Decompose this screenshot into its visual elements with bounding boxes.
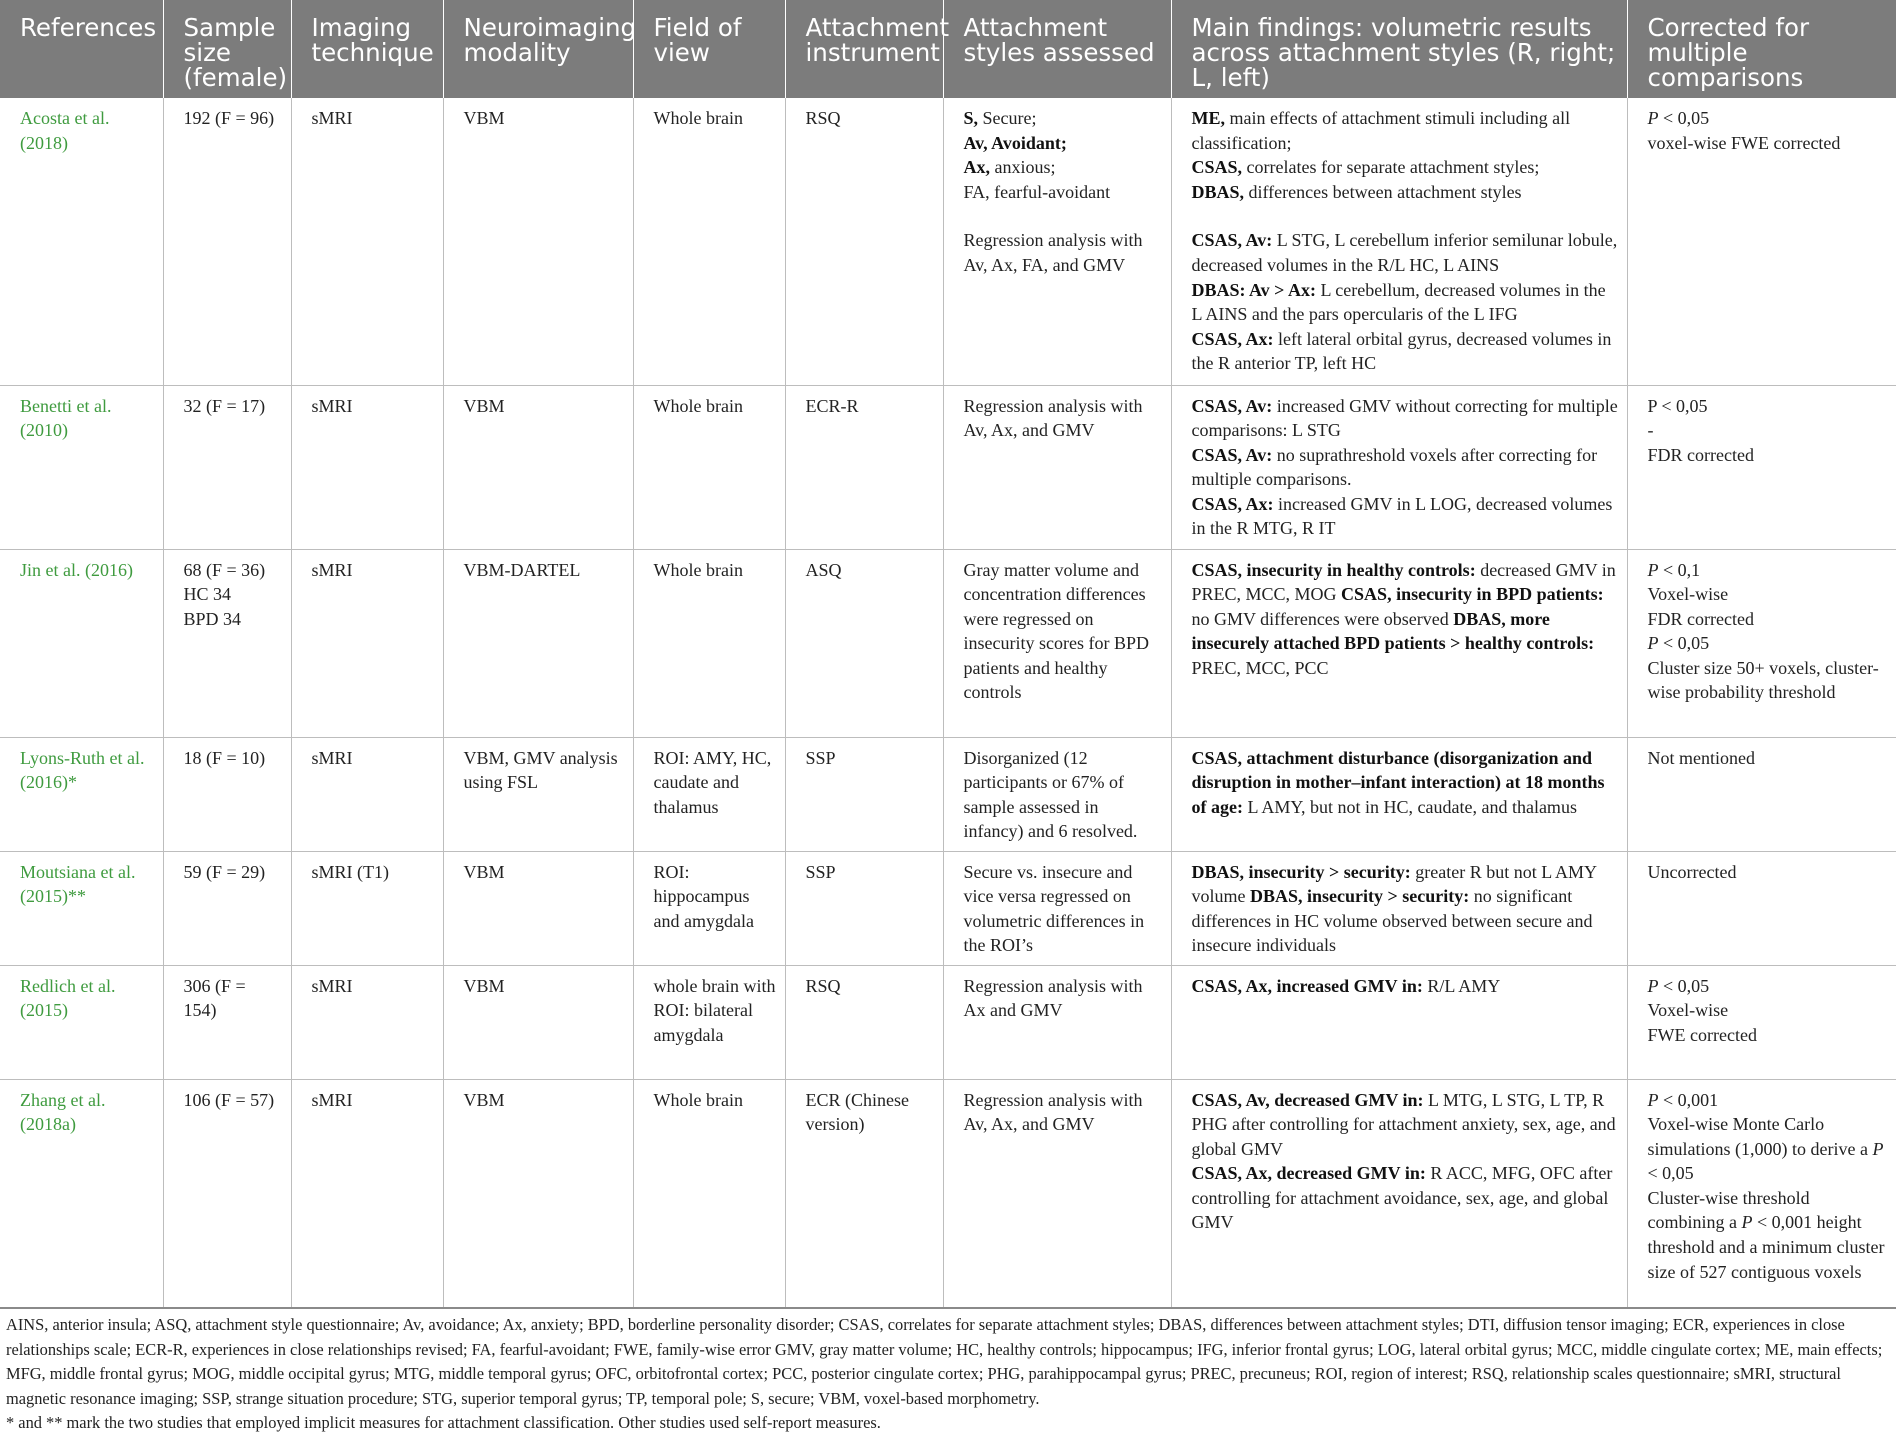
instrument: ASQ <box>785 549 943 737</box>
modality: VBM-DARTEL <box>443 549 633 737</box>
field-of-view: Whole brain <box>633 1079 785 1308</box>
reference-link[interactable]: Benetti et al. (2010) <box>0 385 163 549</box>
correction: P < 0,05 Voxel-wise FWE corrected <box>1627 965 1896 1079</box>
correction: P < 0,05 - FDR corrected <box>1627 385 1896 549</box>
instrument: SSP <box>785 737 943 851</box>
sample-size: 18 (F = 10) <box>163 737 291 851</box>
styles-assessed: S, Secure; Av, Avoidant; Ax, anxious; FA, fearful-avoidant Regression analysis with Av, Ax, FA, and GMV <box>943 98 1171 385</box>
styles-assessed: Regression analysis with Ax and GMV <box>943 965 1171 1079</box>
sample-size: 59 (F = 29) <box>163 851 291 965</box>
modality: VBM, GMV analysis using FSL <box>443 737 633 851</box>
header-neuroimaging-modality: Neuroimaging modality <box>443 0 633 98</box>
correction: P < 0,1 Voxel-wise FDR corrected P < 0,05 Cluster size 50+ voxels, cluster-wise probability threshold <box>1627 549 1896 737</box>
imaging-technique: sMRI <box>291 965 443 1079</box>
field-of-view: Whole brain <box>633 385 785 549</box>
main-findings: CSAS, Av, decreased GMV in: L MTG, L STG, L TP, R PHG after controlling for attachment anxiety, sex, age, and global GMV CSAS, Ax, decreased GMV in: R ACC, MFG, OFC after controlling for attachment avoidance, sex, age, and global GMV <box>1171 1079 1627 1308</box>
table-row <box>0 965 1896 1079</box>
instrument: RSQ <box>785 98 943 385</box>
reference-link[interactable]: Moutsiana et al. (2015)** <box>0 851 163 965</box>
header-attachment-instrument: Attachment instrument <box>785 0 943 98</box>
sample-size: 106 (F = 57) <box>163 1079 291 1308</box>
header-imaging-technique: Imaging technique <box>291 0 443 98</box>
instrument: ECR-R <box>785 385 943 549</box>
styles-assessed: Regression analysis with Av, Ax, and GMV <box>943 385 1171 549</box>
styles-assessed: Secure vs. insecure and vice versa regressed on volumetric differences in the ROI’s <box>943 851 1171 965</box>
implicit-measures-note: * and ** mark the two studies that employed implicit measures for attachment classification. Other studies used self-report measures. <box>6 1413 881 1433</box>
correction: P < 0,05 voxel-wise FWE corrected <box>1627 98 1896 385</box>
imaging-technique: sMRI <box>291 737 443 851</box>
instrument: ECR (Chinese version) <box>785 1079 943 1308</box>
instrument: RSQ <box>785 965 943 1079</box>
imaging-technique: sMRI <box>291 1079 443 1308</box>
modality: VBM <box>443 851 633 965</box>
reference-link[interactable]: Redlich et al. (2015) <box>0 965 163 1079</box>
reference-link[interactable]: Lyons-Ruth et al. (2016)* <box>0 737 163 851</box>
modality: VBM <box>443 385 633 549</box>
field-of-view: Whole brain <box>633 549 785 737</box>
instrument: SSP <box>785 851 943 965</box>
table-row <box>0 385 1896 549</box>
header-sample-size: Sample size (female) <box>163 0 291 98</box>
abbreviations-note: AINS, anterior insula; ASQ, attachment style questionnaire; Av, avoidance; Ax, anxiety; BPD, borderline personality disorder; CSAS, correlates for separate attachment styles; DBAS, differences between attachment styles; DTI, diffusion tensor imaging; ECR, experiences in close relationships scale; ECR-R, experiences in close relationships revised; FA, fearful-avoidant; FWE, family-wise error GMV, gray matter volume; HC, healthy controls; hippocampus; IFG, inferior frontal gyrus; LOG, lateral orbital gyrus; MCC, middle cingulate cortex; ME, main effects; MFG, middle frontal gyrus; MOG, middle occipital gyrus; MTG, middle temporal gyrus; OFC, orbitofrontal cortex; PCC, posterior cingulate cortex; PHG, parahippocampal gyrus; PREC, precuneus; ROI, region of interest; RSQ, relationship scales questionnaire; sMRI, structural magnetic resonance imaging; SSP, strange situation procedure; STG, superior temporal gyrus; TP, temporal pole; S, secure; VBM, voxel-based morphometry. <box>6 1315 1883 1408</box>
correction: P < 0,001 Voxel-wise Monte Carlo simulations (1,000) to derive a P < 0,05 Cluster-wise threshold combining a P < 0,001 height threshold and a minimum cluster size of 527 contiguous voxels <box>1627 1079 1896 1308</box>
main-findings: DBAS, insecurity > security: greater R but not L AMY volume DBAS, insecurity > security: no significant differences in HC volume observed between secure and insecure individuals <box>1171 851 1627 965</box>
styles-assessed: Regression analysis with Av, Ax, and GMV <box>943 1079 1171 1308</box>
imaging-technique: sMRI <box>291 385 443 549</box>
field-of-view: ROI: hippocampus and amygdala <box>633 851 785 965</box>
styles-assessed: Disorganized (12 participants or 67% of sample assessed in infancy) and 6 resolved. <box>943 737 1171 851</box>
main-findings: CSAS, insecurity in healthy controls: decreased GMV in PREC, MCC, MOG CSAS, insecurity in BPD patients: no GMV differences were observed DBAS, more insecurely attached BPD patients > healthy controls: PREC, MCC, PCC <box>1171 549 1627 737</box>
reference-link[interactable]: Jin et al. (2016) <box>0 549 163 737</box>
sample-size: 68 (F = 36) HC 34 BPD 34 <box>163 549 291 737</box>
modality: VBM <box>443 98 633 385</box>
reference-link[interactable]: Acosta et al. (2018) <box>0 98 163 385</box>
table-footnotes <box>0 1309 1898 1436</box>
main-findings: CSAS, Ax, increased GMV in: R/L AMY <box>1171 965 1627 1079</box>
header-corrected: Corrected for multiple comparisons <box>1627 0 1896 98</box>
main-findings: CSAS, attachment disturbance (disorganization and disruption in mother–infant interaction) at 18 months of age: L AMY, but not in HC, caudate, and thalamus <box>1171 737 1627 851</box>
table-row <box>0 737 1896 851</box>
reference-link[interactable]: Zhang et al. (2018a) <box>0 1079 163 1308</box>
imaging-technique: sMRI (T1) <box>291 851 443 965</box>
correction: Not mentioned <box>1627 737 1896 851</box>
correction: Uncorrected <box>1627 851 1896 965</box>
field-of-view: ROI: AMY, HC, caudate and thalamus <box>633 737 785 851</box>
header-main-findings: Main findings: volumetric results across attachment styles (R, right; L, left) <box>1171 0 1627 98</box>
field-of-view: Whole brain <box>633 98 785 385</box>
modality: VBM <box>443 965 633 1079</box>
sample-size: 192 (F = 96) <box>163 98 291 385</box>
field-of-view: whole brain with ROI: bilateral amygdala <box>633 965 785 1079</box>
table-row <box>0 851 1896 965</box>
imaging-technique: sMRI <box>291 549 443 737</box>
table-row <box>0 1079 1896 1308</box>
imaging-technique: sMRI <box>291 98 443 385</box>
header-references: References <box>0 0 163 98</box>
sample-size: 32 (F = 17) <box>163 385 291 549</box>
table-row <box>0 549 1896 737</box>
sample-size: 306 (F = 154) <box>163 965 291 1079</box>
modality: VBM <box>443 1079 633 1308</box>
main-findings: CSAS, Av: increased GMV without correcting for multiple comparisons: L STG CSAS, Av: no suprathreshold voxels after correcting for multiple comparisons. CSAS, Ax: increased GMV in L LOG, decreased volumes in the R MTG, R IT <box>1171 385 1627 549</box>
header-attachment-styles: Attachment styles assessed <box>943 0 1171 98</box>
header-field-of-view: Field of view <box>633 0 785 98</box>
table-row <box>0 98 1896 385</box>
header-row <box>0 0 1896 98</box>
main-findings: ME, main effects of attachment stimuli including all classification; CSAS, correlates for separate attachment styles; DBAS, differences between attachment styles CSAS, Av: L STG, L cerebellum inferior semilunar lobule, decreased volumes in the R/L HC, L AINS DBAS: Av > Ax: L cerebellum, decreased volumes in the L AINS and the pars opercularis of the L IFG CSAS, Ax: left lateral orbital gyrus, decreased volumes in the R anterior TP, left HC <box>1171 98 1627 385</box>
styles-assessed: Gray matter volume and concentration differences were regressed on insecurity scores for BPD patients and healthy controls <box>943 549 1171 737</box>
